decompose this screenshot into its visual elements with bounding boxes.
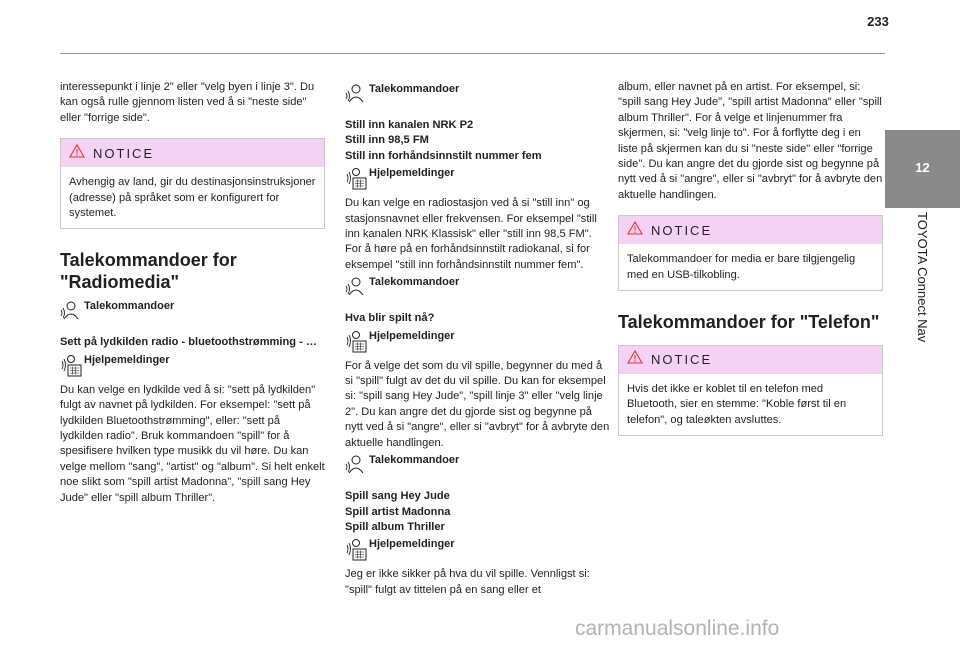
notice-header [619,216,882,244]
voice-command-label: Talekommandoer [369,454,460,467]
section-title-telefon: Talekommandoer for "Telefon" [618,312,880,333]
header-rule [60,53,885,54]
chapter-tab[interactable] [885,130,960,208]
help-message-header [345,329,610,353]
page-number: 233 [867,14,889,29]
voice-command-line: Hva blir spilt nå? [345,312,435,325]
help-message-label: Hjelpemeldinger [84,353,170,366]
voice-command-icon [345,82,367,106]
notice-header [61,139,324,167]
intro-paragraph: interessepunkt i linje 2" eller "velg byen i linje 3". Du kan også rulle gjennom listen ved å si "neste side" eller "forrige side". [60,81,315,124]
column-2 [345,80,610,598]
voice-help-icon [345,329,367,353]
voice-command-label: Talekommandoer [84,300,175,313]
help-message-text: For å velge det som du vil spille, begynner du med å si "spill" fulgt av det du vil spille. Du kan for eksempel si: "spill sang Hey Jude", "spill linje 3" eller "velg linje 2". Du kan angre det du gjorde sist og begynne på nytt ved å si "angre", eller si "avbryt" for å avbryte den aktuelle handlingen. [345,359,610,449]
voice-command-header [345,275,610,299]
notice-text: Hvis det ikke er koblet til en telefon med Bluetooth, sier en stemme: "Koble først til en telefon", og taleøkten avsluttes. [627,383,847,426]
voice-help-icon [345,166,367,190]
voice-command-label: Talekommandoer [369,276,460,289]
voice-command-header [345,82,610,106]
notice-box [60,138,325,229]
voice-command-icon [345,453,367,477]
voice-command-line: Spill sang Hey Jude [345,490,450,503]
help-message-text: Jeg er ikke sikker på hva du vil spille. Vennligst si: "spill" fulgt av tittelen på en sang eller et [345,568,590,596]
warning-triangle-icon [627,350,643,369]
voice-command-header [345,453,610,477]
notice-box [618,215,883,291]
column-1 [60,80,325,506]
voice-command-line: Still inn 98,5 FM [345,134,429,147]
help-message-header [345,166,610,190]
notice-title: NOTICE [651,222,713,238]
column-3 [618,80,883,436]
help-message-header [345,537,610,561]
notice-text: Talekommandoer for media er bare tilgjengelig med en USB-tilkobling. [627,253,856,281]
voice-command-text: Sett på lydkilden radio - bluetoothstrømming - … [60,336,318,349]
voice-help-icon [345,537,367,561]
chapter-title [885,212,960,412]
warning-triangle-icon [69,144,85,163]
voice-command-icon [345,275,367,299]
help-message-text: Du kan velge en radiostasjon ved å si "still inn" og stasjonsnavnet eller frekvensen. For eksempel "still inn kanalen NRK Klassisk" eller "still inn 98,5 FM". For å høre på en forhåndsinnstilt radiokanal, si for eksempel "still inn forhåndsinnstilt nummer fem". [345,197,597,271]
voice-command-label: Talekommandoer [369,83,460,95]
voice-command-line: Spill artist Madonna [345,505,451,518]
watermark: carmanualsonline.info [575,617,780,640]
voice-command-icon [60,299,82,323]
chapter-number: 12 [915,160,930,175]
help-message-label: Hjelpemeldinger [369,167,455,180]
help-message-header [60,353,325,377]
notice-header [619,346,882,374]
warning-triangle-icon [627,221,643,240]
chapter-title-text: TOYOTA Connect Nav [915,212,930,343]
voice-command-header [60,299,325,323]
voice-command-line: Spill album Thriller [345,520,445,533]
help-message-text: Du kan velge en lydkilde ved å si: "sett på lydkilden" fulgt av navnet på lydkilden. For eksempel: "sett på lydkilden Bluetoothstrømming", eller: "sett på lydkilden radio". Bruk kommandoen "spill" for å spesifisere hvilken type musikk du vil høre. Du kan velge mellom "sang", "artist" og "album". Si helt enkelt noe slikt som "spill artist Madonna", "spill sang Hey Jude" eller "spill album Thriller". [60,383,325,504]
voice-help-icon [60,353,82,377]
notice-text: Avhengig av land, gir du destinasjonsinstruksjoner (adresse) på språket som er konfigurert for systemet. [69,176,316,220]
intro-paragraph: album, eller navnet på en artist. For eksempel, si: "spill sang Hey Jude", "spill artist Madonna" eller "spill album Thriller". For å velge et linjenummer fra skjermen, si: "velg linje to". For å forflytte deg i en liste på skjermen kan du si "neste side" eller "forrige side". Du kan angre det du gjorde sist og begynne på nytt ved å si "angre", eller si "avbryt" for å avbryte den aktuelle handlingen. [618,81,883,201]
help-message-label: Hjelpemeldinger [369,329,455,342]
section-title-radiomedia: Talekommandoer for "Radiomedia" [60,250,237,293]
voice-command-line: Still inn kanalen NRK P2 [345,119,474,131]
notice-title: NOTICE [93,145,155,161]
voice-command-line: Still inn forhåndsinnstilt nummer fem [345,149,542,162]
notice-title: NOTICE [651,352,713,368]
notice-box [618,345,883,436]
help-message-label: Hjelpemeldinger [369,538,455,551]
